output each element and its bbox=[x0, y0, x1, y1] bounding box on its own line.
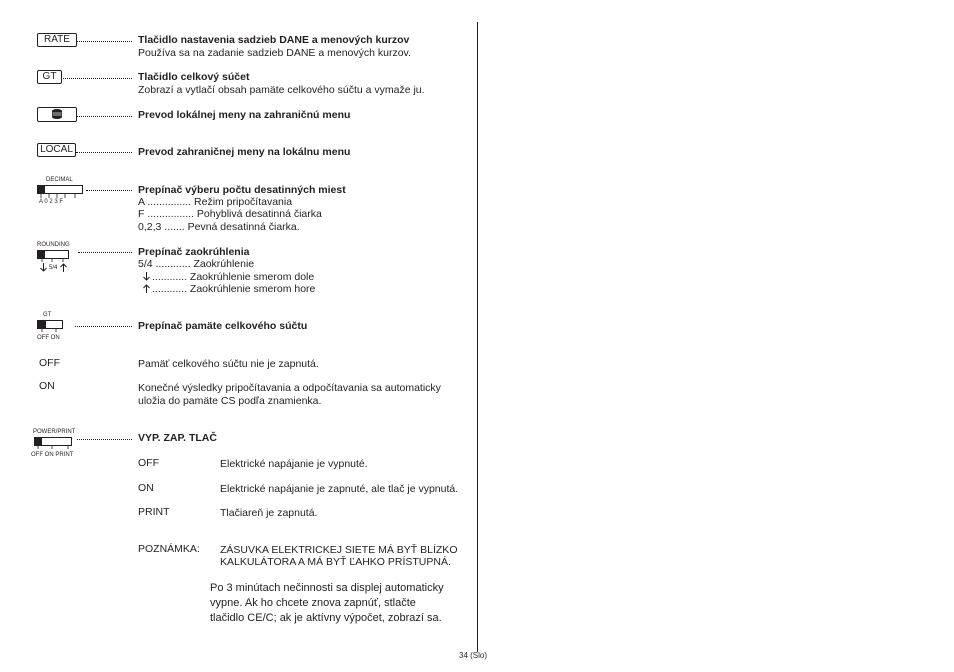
decimal-tick-labels: A 0 2 3 F bbox=[39, 199, 64, 205]
gt-on-desc1: Konečné výsledky pripočítavania a odpočítavania sa automaticky bbox=[138, 382, 441, 394]
power-tick-labels: OFF ON PRINT bbox=[31, 452, 74, 458]
power-on-desc: Elektrické napájanie je zapnuté, ale tlač je vypnutá. bbox=[220, 483, 459, 495]
auto-off-line3: tlačidlo CE/C; ak je aktívny výpočet, zobrazí sa. bbox=[210, 612, 442, 624]
power-on-label: ON bbox=[138, 482, 154, 494]
leader-dots bbox=[77, 439, 132, 440]
decimal-title: Prepínač výberu počtu desatinných miest bbox=[138, 184, 346, 196]
gt-off-label: OFF bbox=[39, 357, 60, 369]
leader-dots bbox=[76, 152, 132, 153]
rounding-switch-label: ROUNDING bbox=[37, 242, 70, 248]
gt-on-label: ON bbox=[39, 380, 55, 392]
round-down-icon bbox=[143, 272, 150, 281]
gt-ticks bbox=[37, 328, 63, 333]
round-up-icon bbox=[60, 263, 67, 272]
gt-switch-label: GT bbox=[43, 312, 52, 318]
power-print-desc: Tlačiareň je zapnutá. bbox=[220, 507, 318, 519]
rounding-tick-mid: 5/4 bbox=[49, 265, 58, 271]
gt-on-desc2: uložia do pamäte CS podľa znamienka. bbox=[138, 395, 322, 407]
coins-icon bbox=[50, 108, 64, 120]
page-number: 34 (Slo) bbox=[459, 651, 488, 660]
rate-title: Tlačidlo nastavenia sadzieb DANE a menových kurzov bbox=[138, 34, 410, 46]
auto-off-line1: Po 3 minútach nečinnosti sa displej automaticky bbox=[210, 582, 444, 594]
auto-off-line2: vypne. Ak ho chcete znova zapnúť, stlačte bbox=[210, 597, 416, 609]
decimal-line2: F ................ Pohyblivá desatinná čiarka bbox=[138, 208, 322, 220]
rounding-line2: ............ Zaokrúhlenie smerom dole bbox=[152, 271, 315, 283]
leader-dots bbox=[75, 326, 132, 327]
rate-desc: Používa sa na zadanie sadzieb DANE a menových kurzov. bbox=[138, 47, 411, 59]
power-ticks bbox=[34, 445, 74, 450]
gt-desc: Zobrazí a vytlačí obsah pamäte celkového súčtu a vymaže ju. bbox=[138, 84, 425, 96]
gt-switch-title: Prepínač pamäte celkového súčtu bbox=[138, 320, 308, 332]
rounding-line1: 5/4 ............ Zaokrúhlenie bbox=[138, 258, 255, 270]
power-title: VYP. ZAP. TLAČ bbox=[138, 432, 217, 444]
round-up-icon bbox=[143, 284, 150, 293]
leader-dots bbox=[63, 78, 132, 79]
note-label: POZNÁMKA: bbox=[138, 543, 200, 555]
note-line2: KALKULÁTORA A MÁ BYŤ ĽAHKO PRÍSTUPNÁ. bbox=[220, 556, 451, 568]
leader-dots bbox=[76, 41, 132, 42]
gt-tick-labels: OFF ON bbox=[37, 335, 60, 341]
coins-key bbox=[37, 107, 77, 122]
power-off-label: OFF bbox=[138, 457, 159, 469]
leader-dots bbox=[76, 116, 132, 117]
gt-key: GT bbox=[37, 70, 62, 84]
leader-dots bbox=[86, 190, 132, 191]
local-key: LOCAL bbox=[37, 143, 76, 157]
rate-key: RATE bbox=[37, 33, 77, 47]
decimal-switch-label: DECIMAL bbox=[46, 177, 73, 183]
power-switch-label: POWER/PRINT bbox=[33, 429, 76, 435]
power-print-label: PRINT bbox=[138, 506, 170, 518]
leader-dots bbox=[78, 252, 132, 253]
decimal-line3: 0,2,3 ....... Pevná desatinná čiarka. bbox=[138, 221, 300, 233]
gt-off-desc: Pamäť celkového súčtu nie je zapnutá. bbox=[138, 358, 319, 370]
rounding-title: Prepínač zaokrúhlenia bbox=[138, 246, 250, 258]
rounding-line3: ............ Zaokrúhlenie smerom hore bbox=[152, 283, 316, 295]
page-divider bbox=[477, 22, 478, 652]
gt-title: Tlačidlo celkový súčet bbox=[138, 71, 250, 83]
power-off-desc: Elektrické napájanie je vypnuté. bbox=[220, 458, 368, 470]
decimal-line1: A ............... Režim pripočítavania bbox=[138, 196, 293, 208]
round-down-icon bbox=[40, 263, 47, 272]
foreign-title: Prevod lokálnej meny na zahraničnú menu bbox=[138, 109, 351, 121]
note-line1: ZÁSUVKA ELEKTRICKEJ SIETE MÁ BYŤ BLÍZKO bbox=[220, 544, 458, 556]
local-title: Prevod zahraničnej meny na lokálnu menu bbox=[138, 146, 351, 158]
